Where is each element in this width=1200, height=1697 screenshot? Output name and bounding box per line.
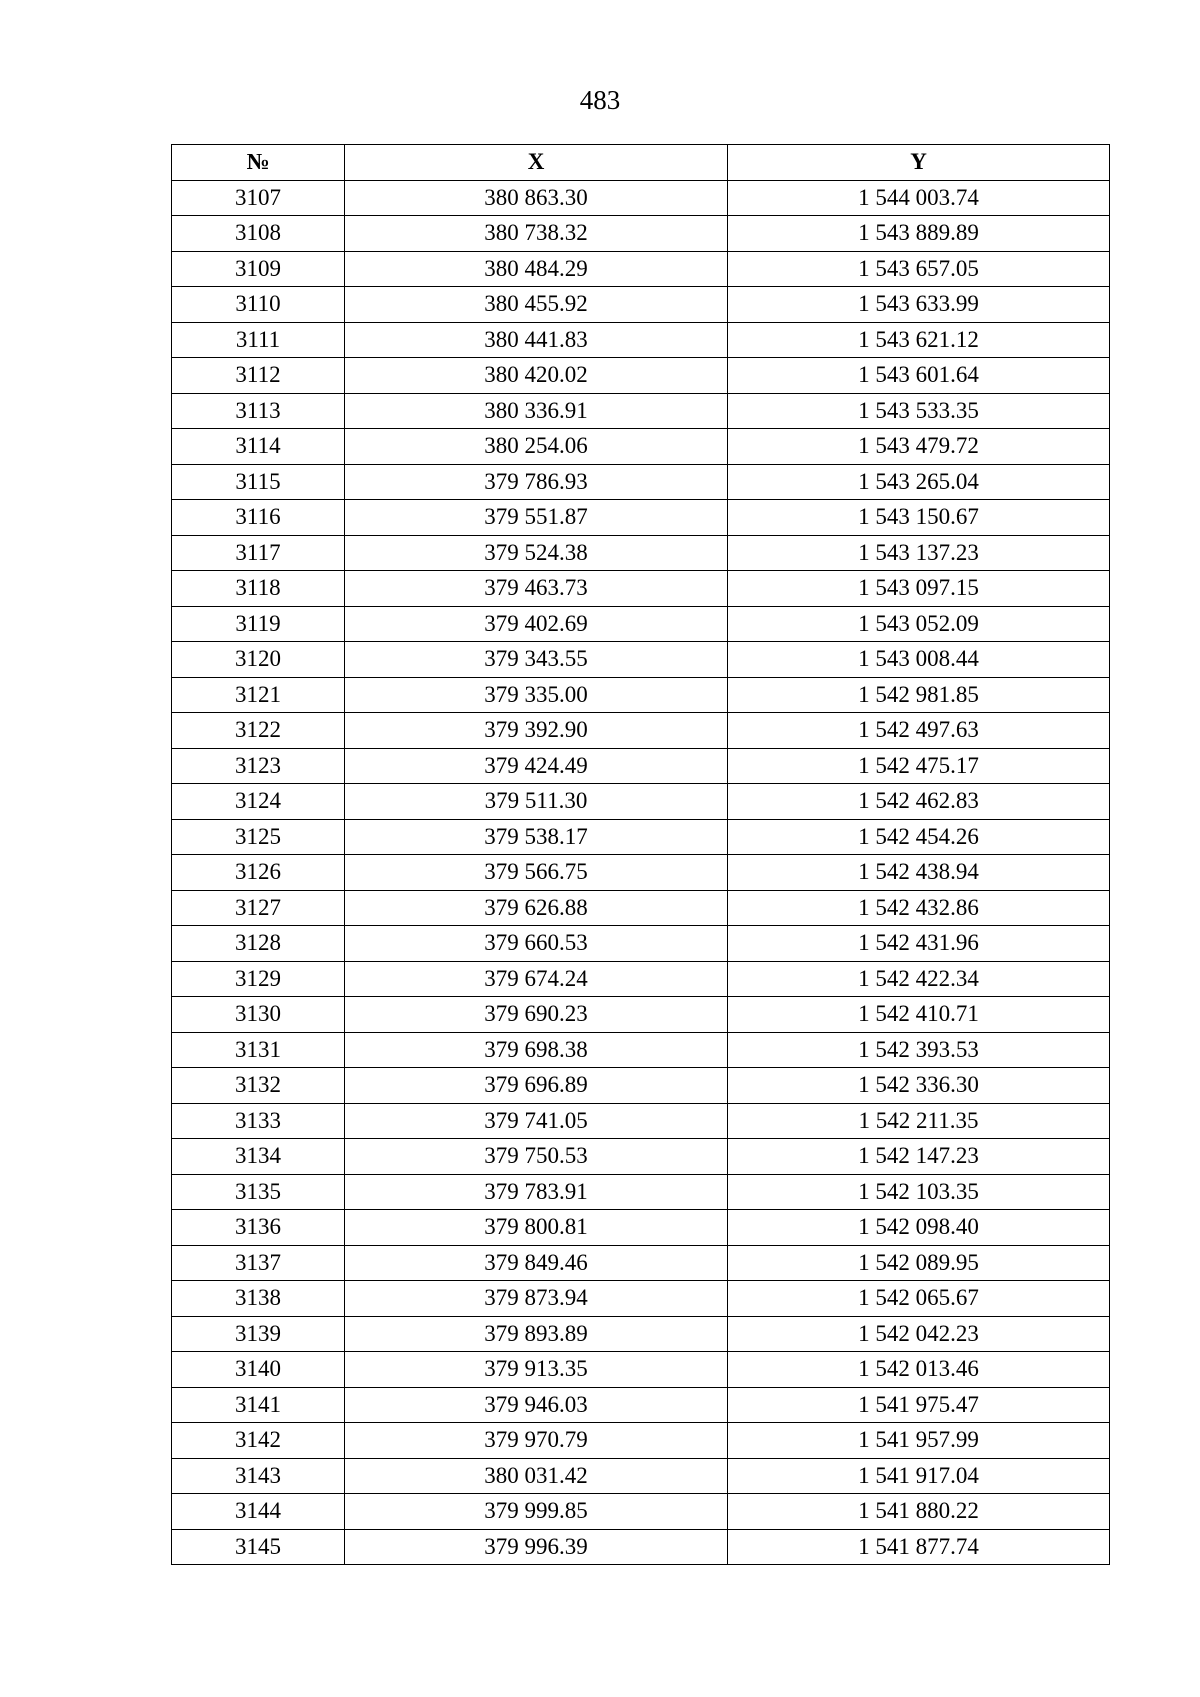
cell-y: 1 543 889.89 [728,216,1110,252]
cell-y: 1 542 497.63 [728,713,1110,749]
coordinates-table [171,144,1110,1565]
cell-y: 1 542 065.67 [728,1281,1110,1317]
cell-y: 1 541 957.99 [728,1423,1110,1459]
cell-y: 1 542 089.95 [728,1245,1110,1281]
cell-x: 379 786.93 [345,464,728,500]
cell-number: 3123 [172,748,345,784]
cell-x: 379 849.46 [345,1245,728,1281]
cell-number: 3122 [172,713,345,749]
cell-number: 3112 [172,358,345,394]
cell-x: 379 626.88 [345,890,728,926]
table-row [172,180,1110,216]
cell-y: 1 543 052.09 [728,606,1110,642]
cell-x: 379 741.05 [345,1103,728,1139]
cell-x: 379 698.38 [345,1032,728,1068]
header-row [172,145,1110,181]
table-row [172,1494,1110,1530]
cell-y: 1 543 150.67 [728,500,1110,536]
cell-x: 380 484.29 [345,251,728,287]
cell-number: 3131 [172,1032,345,1068]
cell-number: 3137 [172,1245,345,1281]
cell-x: 379 392.90 [345,713,728,749]
cell-x: 379 538.17 [345,819,728,855]
table-row [172,393,1110,429]
table-row [172,429,1110,465]
table-row [172,1458,1110,1494]
cell-x: 379 690.23 [345,997,728,1033]
table-row [172,500,1110,536]
table-row [172,1245,1110,1281]
cell-y: 1 543 533.35 [728,393,1110,429]
table-row [172,642,1110,678]
cell-number: 3129 [172,961,345,997]
cell-number: 3139 [172,1316,345,1352]
cell-number: 3119 [172,606,345,642]
cell-number: 3145 [172,1529,345,1565]
cell-x: 379 402.69 [345,606,728,642]
table-row [172,926,1110,962]
table-row [172,677,1110,713]
cell-number: 3115 [172,464,345,500]
cell-number: 3143 [172,1458,345,1494]
cell-x: 379 873.94 [345,1281,728,1317]
header-y: Y [728,145,1110,181]
cell-number: 3120 [172,642,345,678]
cell-y: 1 543 137.23 [728,535,1110,571]
table-row [172,1139,1110,1175]
cell-x: 380 455.92 [345,287,728,323]
cell-y: 1 543 479.72 [728,429,1110,465]
cell-x: 379 946.03 [345,1387,728,1423]
cell-number: 3114 [172,429,345,465]
cell-number: 3141 [172,1387,345,1423]
cell-number: 3127 [172,890,345,926]
cell-x: 379 524.38 [345,535,728,571]
table-row [172,216,1110,252]
cell-x: 379 424.49 [345,748,728,784]
cell-y: 1 542 042.23 [728,1316,1110,1352]
cell-number: 3117 [172,535,345,571]
table-row [172,1281,1110,1317]
cell-x: 379 996.39 [345,1529,728,1565]
cell-x: 379 999.85 [345,1494,728,1530]
cell-number: 3135 [172,1174,345,1210]
cell-y: 1 543 265.04 [728,464,1110,500]
cell-y: 1 541 975.47 [728,1387,1110,1423]
table-header [172,145,1110,181]
cell-y: 1 542 422.34 [728,961,1110,997]
cell-y: 1 542 431.96 [728,926,1110,962]
table-row [172,713,1110,749]
table-row [172,997,1110,1033]
table-row [172,1529,1110,1565]
table-row [172,784,1110,820]
cell-number: 3113 [172,393,345,429]
table-row [172,819,1110,855]
cell-y: 1 542 438.94 [728,855,1110,891]
header-number: № [172,145,345,181]
cell-x: 379 913.35 [345,1352,728,1388]
cell-y: 1 541 880.22 [728,1494,1110,1530]
cell-number: 3134 [172,1139,345,1175]
cell-x: 380 336.91 [345,393,728,429]
cell-number: 3128 [172,926,345,962]
cell-x: 379 343.55 [345,642,728,678]
cell-x: 380 441.83 [345,322,728,358]
table-row [172,1032,1110,1068]
table-row [172,855,1110,891]
cell-y: 1 542 475.17 [728,748,1110,784]
table-row [172,1103,1110,1139]
cell-number: 3109 [172,251,345,287]
cell-number: 3136 [172,1210,345,1246]
cell-x: 379 970.79 [345,1423,728,1459]
table-row [172,1352,1110,1388]
cell-y: 1 542 981.85 [728,677,1110,713]
cell-x: 379 674.24 [345,961,728,997]
cell-number: 3111 [172,322,345,358]
table-row [172,1387,1110,1423]
table-row [172,1174,1110,1210]
cell-x: 379 511.30 [345,784,728,820]
cell-y: 1 542 098.40 [728,1210,1110,1246]
cell-number: 3121 [172,677,345,713]
cell-number: 3130 [172,997,345,1033]
cell-y: 1 544 003.74 [728,180,1110,216]
cell-x: 379 566.75 [345,855,728,891]
table-row [172,287,1110,323]
table-row [172,322,1110,358]
cell-x: 379 551.87 [345,500,728,536]
cell-x: 380 254.06 [345,429,728,465]
table-body [172,180,1110,1565]
table-row [172,1068,1110,1104]
cell-y: 1 543 621.12 [728,322,1110,358]
cell-y: 1 541 877.74 [728,1529,1110,1565]
cell-y: 1 543 657.05 [728,251,1110,287]
table-row [172,251,1110,287]
table-row [172,571,1110,607]
cell-y: 1 542 336.30 [728,1068,1110,1104]
cell-y: 1 542 432.86 [728,890,1110,926]
cell-y: 1 542 103.35 [728,1174,1110,1210]
cell-number: 3132 [172,1068,345,1104]
cell-x: 380 420.02 [345,358,728,394]
cell-y: 1 541 917.04 [728,1458,1110,1494]
cell-number: 3126 [172,855,345,891]
page-number: 483 [579,85,621,115]
cell-x: 380 863.30 [345,180,728,216]
cell-y: 1 542 454.26 [728,819,1110,855]
cell-y: 1 542 013.46 [728,1352,1110,1388]
header-x: X [345,145,728,181]
table-row [172,1423,1110,1459]
cell-number: 3138 [172,1281,345,1317]
cell-y: 1 542 147.23 [728,1139,1110,1175]
cell-y: 1 542 393.53 [728,1032,1110,1068]
cell-number: 3110 [172,287,345,323]
cell-x: 379 660.53 [345,926,728,962]
cell-x: 379 335.00 [345,677,728,713]
cell-y: 1 542 462.83 [728,784,1110,820]
cell-y: 1 543 633.99 [728,287,1110,323]
cell-number: 3107 [172,180,345,216]
cell-number: 3133 [172,1103,345,1139]
cell-y: 1 542 410.71 [728,997,1110,1033]
cell-number: 3124 [172,784,345,820]
table-row [172,1316,1110,1352]
table-row [172,535,1110,571]
table-row [172,961,1110,997]
table-row [172,464,1110,500]
cell-y: 1 543 008.44 [728,642,1110,678]
cell-number: 3118 [172,571,345,607]
table-row [172,890,1110,926]
cell-x: 380 031.42 [345,1458,728,1494]
table-row [172,606,1110,642]
cell-x: 379 750.53 [345,1139,728,1175]
table-row [172,1210,1110,1246]
cell-number: 3144 [172,1494,345,1530]
table-row [172,748,1110,784]
cell-number: 3142 [172,1423,345,1459]
cell-x: 379 893.89 [345,1316,728,1352]
cell-x: 380 738.32 [345,216,728,252]
cell-x: 379 800.81 [345,1210,728,1246]
cell-number: 3116 [172,500,345,536]
table-row [172,358,1110,394]
cell-x: 379 463.73 [345,571,728,607]
cell-number: 3125 [172,819,345,855]
cell-y: 1 543 097.15 [728,571,1110,607]
cell-number: 3108 [172,216,345,252]
cell-x: 379 696.89 [345,1068,728,1104]
cell-x: 379 783.91 [345,1174,728,1210]
cell-y: 1 543 601.64 [728,358,1110,394]
cell-number: 3140 [172,1352,345,1388]
cell-y: 1 542 211.35 [728,1103,1110,1139]
